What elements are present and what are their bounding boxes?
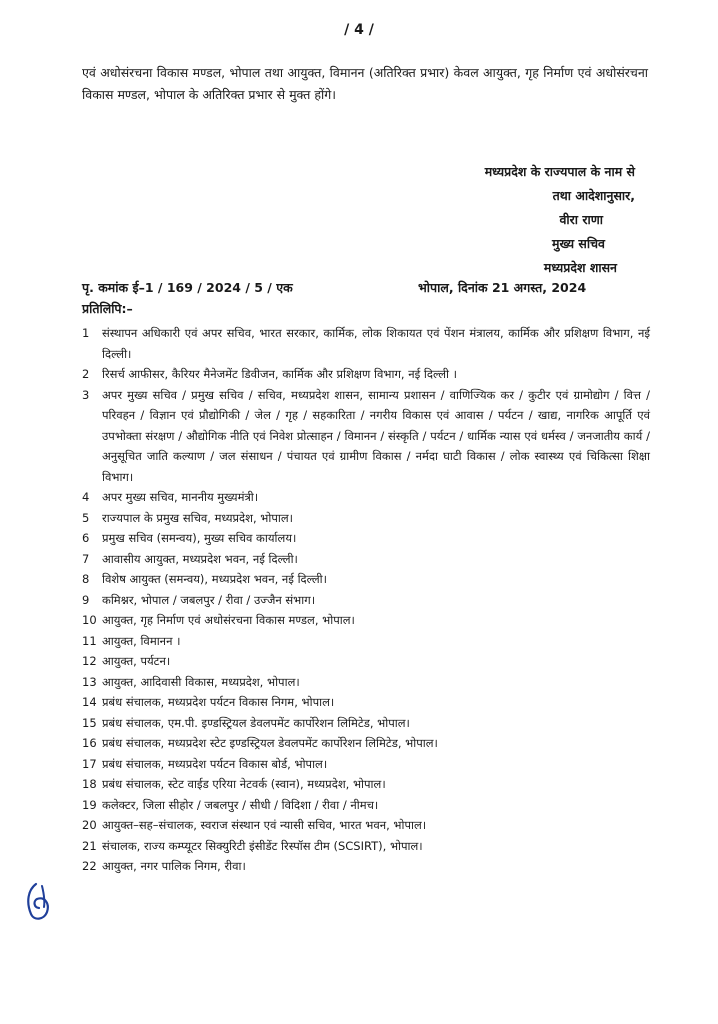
list-item-number: 16	[82, 736, 97, 750]
signatory-name: वीरा राणा	[559, 212, 603, 227]
reference-number: पृ. कमांक ई–1 / 169 / 2024 / 5 / एक	[82, 280, 293, 295]
handwritten-initials-icon	[22, 880, 56, 928]
copy-list-item	[82, 672, 650, 693]
list-item-number: 1	[82, 326, 90, 340]
copy-list-item	[82, 651, 650, 672]
list-item-text: अपर मुख्य सचिव, माननीय मुख्यमंत्री।	[102, 490, 259, 504]
list-item-text: आवासीय आयुक्त, मध्यप्रदेश भवन, नई दिल्ली।	[102, 551, 298, 566]
page-number: / 4 /	[344, 22, 374, 38]
list-item-text: प्रमुख सचिव (समन्वय), मुख्य सचिव कार्यालय।	[102, 531, 297, 545]
list-item-text: आयुक्त, पर्यटन।	[102, 654, 171, 668]
list-item-text: रिसर्च आफीसर, कैरियर मैनेजमेंट डिवीजन, कार्मिक और प्रशिक्षण विभाग, नई दिल्ली ।	[102, 367, 457, 381]
list-item-text: आयुक्त–सह–संचालक, स्वराज संस्थान एवं न्यासी सचिव, भारत भवन, भोपाल।	[102, 818, 427, 832]
list-item-number: 15	[82, 715, 97, 730]
copy-list-item	[82, 569, 650, 590]
list-item-number: 8	[82, 572, 90, 586]
copy-list-item	[82, 713, 650, 734]
signature-line-1: मध्यप्रदेश के राज्यपाल के नाम से	[484, 164, 635, 179]
list-item-number: 18	[82, 777, 97, 791]
copy-list-item	[82, 610, 650, 631]
list-item-number: 5	[82, 510, 90, 525]
list-item-text: प्रबंध संचालक, एम.पी. इण्डस्ट्रियल डेवलपमेंट कार्पोरेशन लिमिटेड, भोपाल।	[102, 715, 410, 730]
copy-list-item	[82, 364, 650, 385]
list-item-number: 3	[82, 387, 90, 402]
intro-paragraph: एवं अधोसंरचना विकास मण्डल, भोपाल तथा आयुक्त, विमानन (अतिरिक्त प्रभार) केवल आयुक्त, गृह निर्माण एवं अधोसंरचना विकास मण्डल, भोपाल के अतिरिक्त प्रभार से मुक्त होंगे।	[82, 65, 648, 102]
list-item-number: 12	[82, 654, 97, 668]
copy-list	[82, 323, 650, 877]
list-item-number: 17	[82, 756, 97, 771]
copy-list-item	[82, 528, 650, 549]
list-item-text: आयुक्त, आदिवासी विकास, मध्यप्रदेश, भोपाल।	[102, 674, 300, 689]
list-item-number: 21	[82, 838, 97, 853]
copy-list-item	[82, 549, 650, 570]
list-item-number: 2	[82, 367, 90, 381]
signatory-government: मध्यप्रदेश शासन	[543, 260, 617, 275]
list-item-text: प्रबंध संचालक, मध्यप्रदेश पर्यटन विकास बोर्ड, भोपाल।	[102, 756, 328, 771]
signatory-designation: मुख्य सचिव	[552, 236, 605, 251]
copy-list-item	[82, 385, 650, 488]
copy-to-label: प्रतिलिपि:–	[82, 301, 133, 316]
list-item-text: प्रबंध संचालक, स्टेट वाईड एरिया नेटवर्क (स्वान), मध्यप्रदेश, भोपाल।	[102, 777, 386, 791]
list-item-text: कलेक्टर, जिला सीहोर / जबलपुर / सीधी / विदिशा / रीवा / नीमच।	[102, 797, 379, 812]
signature-block	[420, 160, 635, 280]
list-item-text: प्रबंध संचालक, मध्यप्रदेश स्टेट इण्डस्ट्रियल डेवलपमेंट कार्पोरेशन लिमिटेड, भोपाल।	[102, 736, 438, 750]
list-item-number: 7	[82, 551, 90, 566]
list-item-number: 11	[82, 633, 97, 648]
copy-list-item	[82, 754, 650, 775]
list-item-text: राज्यपाल के प्रमुख सचिव, मध्यप्रदेश, भोपाल।	[102, 510, 294, 525]
copy-list-item	[82, 631, 650, 652]
list-item-text: विशेष आयुक्त (समन्वय), मध्यप्रदेश भवन, नई दिल्ली।	[102, 572, 327, 586]
list-item-number: 9	[82, 592, 90, 607]
list-item-text: अपर मुख्य सचिव / प्रमुख सचिव / सचिव, मध्यप्रदेश शासन, सामान्य प्रशासन / वाणिज्यिक कर / कुटीर एवं ग्रामोद्योग / वित्त / परिवहन / विज्ञान एवं प्रौद्योगिकी / जेल / गृह / सहकारिता / नगरीय विकास एवं आवास / पर्यटन / खाद्य, नागरिक आपूर्ति एवं उपभोक्ता संरक्षण / औद्योगिक नीति एवं निवेश प्रोत्साहन / विमानन / संस्कृति / पर्यटन / धार्मिक न्यास एवं धर्मस्व / जनजातीय कार्य / अनुसूचित जाति कल्याण / जल संसाधन / पंचायत एवं ग्रामीण विकास / नर्मदा घाटी विकास / लोक स्वास्थ्य एवं चिकित्सा शिक्षा विभाग।	[102, 387, 650, 484]
list-item-text: कमिश्नर, भोपाल / जबलपुर / रीवा / उज्जैन संभाग।	[102, 592, 316, 607]
copy-list-item	[82, 692, 650, 713]
date-line: भोपाल, दिनांक 21 अगस्त, 2024	[418, 280, 587, 295]
copy-list-item	[82, 733, 650, 754]
list-item-text: संचालक, राज्य कम्प्यूटर सिक्युरिटी इंसीडेंट रिस्पॉस टीम (SCSIRT), भोपाल।	[102, 838, 423, 853]
list-item-number: 4	[82, 490, 90, 504]
list-item-number: 20	[82, 818, 97, 832]
list-item-number: 22	[82, 859, 97, 873]
list-item-number: 10	[82, 613, 97, 627]
list-item-number: 13	[82, 674, 97, 689]
list-item-text: आयुक्त, गृह निर्माण एवं अधोसंरचना विकास मण्डल, भोपाल।	[102, 613, 355, 627]
list-item-text: संस्थापन अधिकारी एवं अपर सचिव, भारत सरकार, कार्मिक, लोक शिकायत एवं पेंशन मंत्रालय, कार्मिक और प्रशिक्षण विभाग, नई दिल्ली।	[102, 326, 650, 361]
copy-list-item	[82, 508, 650, 529]
copy-list-item	[82, 774, 650, 795]
list-item-text: प्रबंध संचालक, मध्यप्रदेश पर्यटन विकास निगम, भोपाल।	[102, 695, 335, 709]
copy-list-item	[82, 795, 650, 816]
list-item-number: 19	[82, 797, 97, 812]
copy-list-item	[82, 487, 650, 508]
copy-list-item	[82, 815, 650, 836]
copy-list-item	[82, 323, 650, 364]
copy-list-item	[82, 836, 650, 857]
list-item-text: आयुक्त, विमानन ।	[102, 633, 181, 648]
list-item-number: 6	[82, 531, 90, 545]
list-item-text: आयुक्त, नगर पालिक निगम, रीवा।	[102, 859, 246, 873]
list-item-number: 14	[82, 695, 97, 709]
signature-line-2: तथा आदेशानुसार,	[552, 188, 635, 203]
copy-list-item	[82, 590, 650, 611]
copy-list-item	[82, 856, 650, 877]
